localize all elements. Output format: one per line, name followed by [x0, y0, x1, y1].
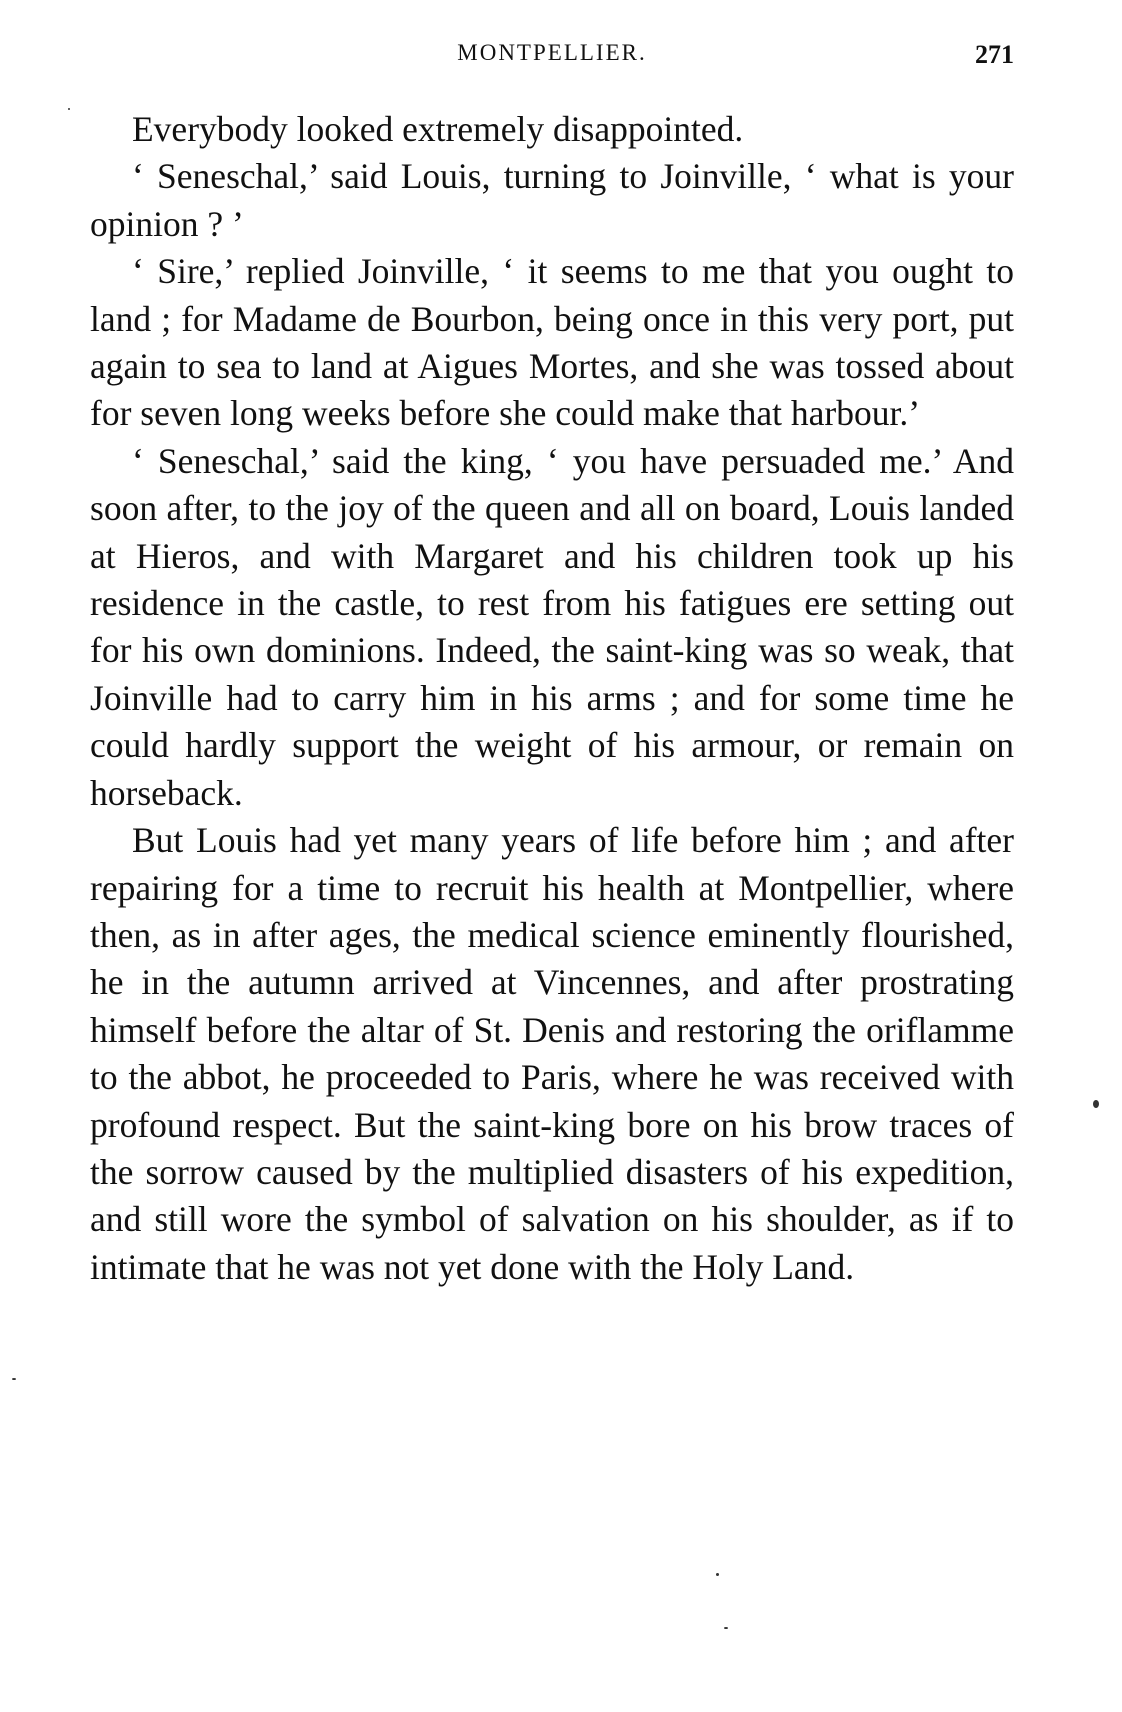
body-text [90, 106, 1014, 1291]
paragraph: ‘ Sire,’ replied Joinville, ‘ it seems to me that you ought to land ; for Madame de Bourbon, being once in this very port, put again to sea to land at Aigues Mortes, and she was tossed about for seven long weeks before she could make that harbour.’ [90, 251, 1014, 434]
ink-speck [716, 1573, 719, 1576]
running-title: MONTPELLIER. [457, 40, 647, 65]
ink-speck [724, 1627, 728, 1629]
ink-speck [12, 1378, 16, 1380]
ink-speck [68, 108, 70, 110]
paragraph: But Louis had yet many years of life before him ; and after repairing for a time to recruit his health at Montpellier, where then, as in after ages, the medical science eminently flourished, he in the autumn arrived at Vincennes, and after prostrating himself before the altar of St. Denis and restoring the oriflamme to the abbot, he proceeded to Paris, where he was received with profound respect. But the saint-king bore on his brow traces of the sorrow caused by the multiplied disasters of his expedition, and still wore the symbol of salvation on his shoulder, as if to intimate that he was not yet done with the Holy Land. [90, 820, 1014, 1287]
paragraph: Everybody looked extremely disappointed. [132, 109, 744, 149]
running-head [90, 40, 1014, 80]
page-number: 271 [975, 40, 1014, 69]
ink-speck [1093, 1100, 1099, 1108]
paragraph: ‘ Seneschal,’ said the king, ‘ you have persuaded me.’ And soon after, to the joy of the queen and all on board, Louis landed at Hieros, and with Margaret and his children took up his residence in the castle, to rest from his fatigues ere setting out for his own dominions. Indeed, the saint-king was so weak, that Joinville had to carry him in his arms ; and for some time he could hardly support the weight of his armour, or remain on horseback. [90, 440, 1014, 813]
paragraph: ‘ Seneschal,’ said Louis, turning to Joinville, ‘ what is your opinion ? ’ [90, 156, 1014, 244]
